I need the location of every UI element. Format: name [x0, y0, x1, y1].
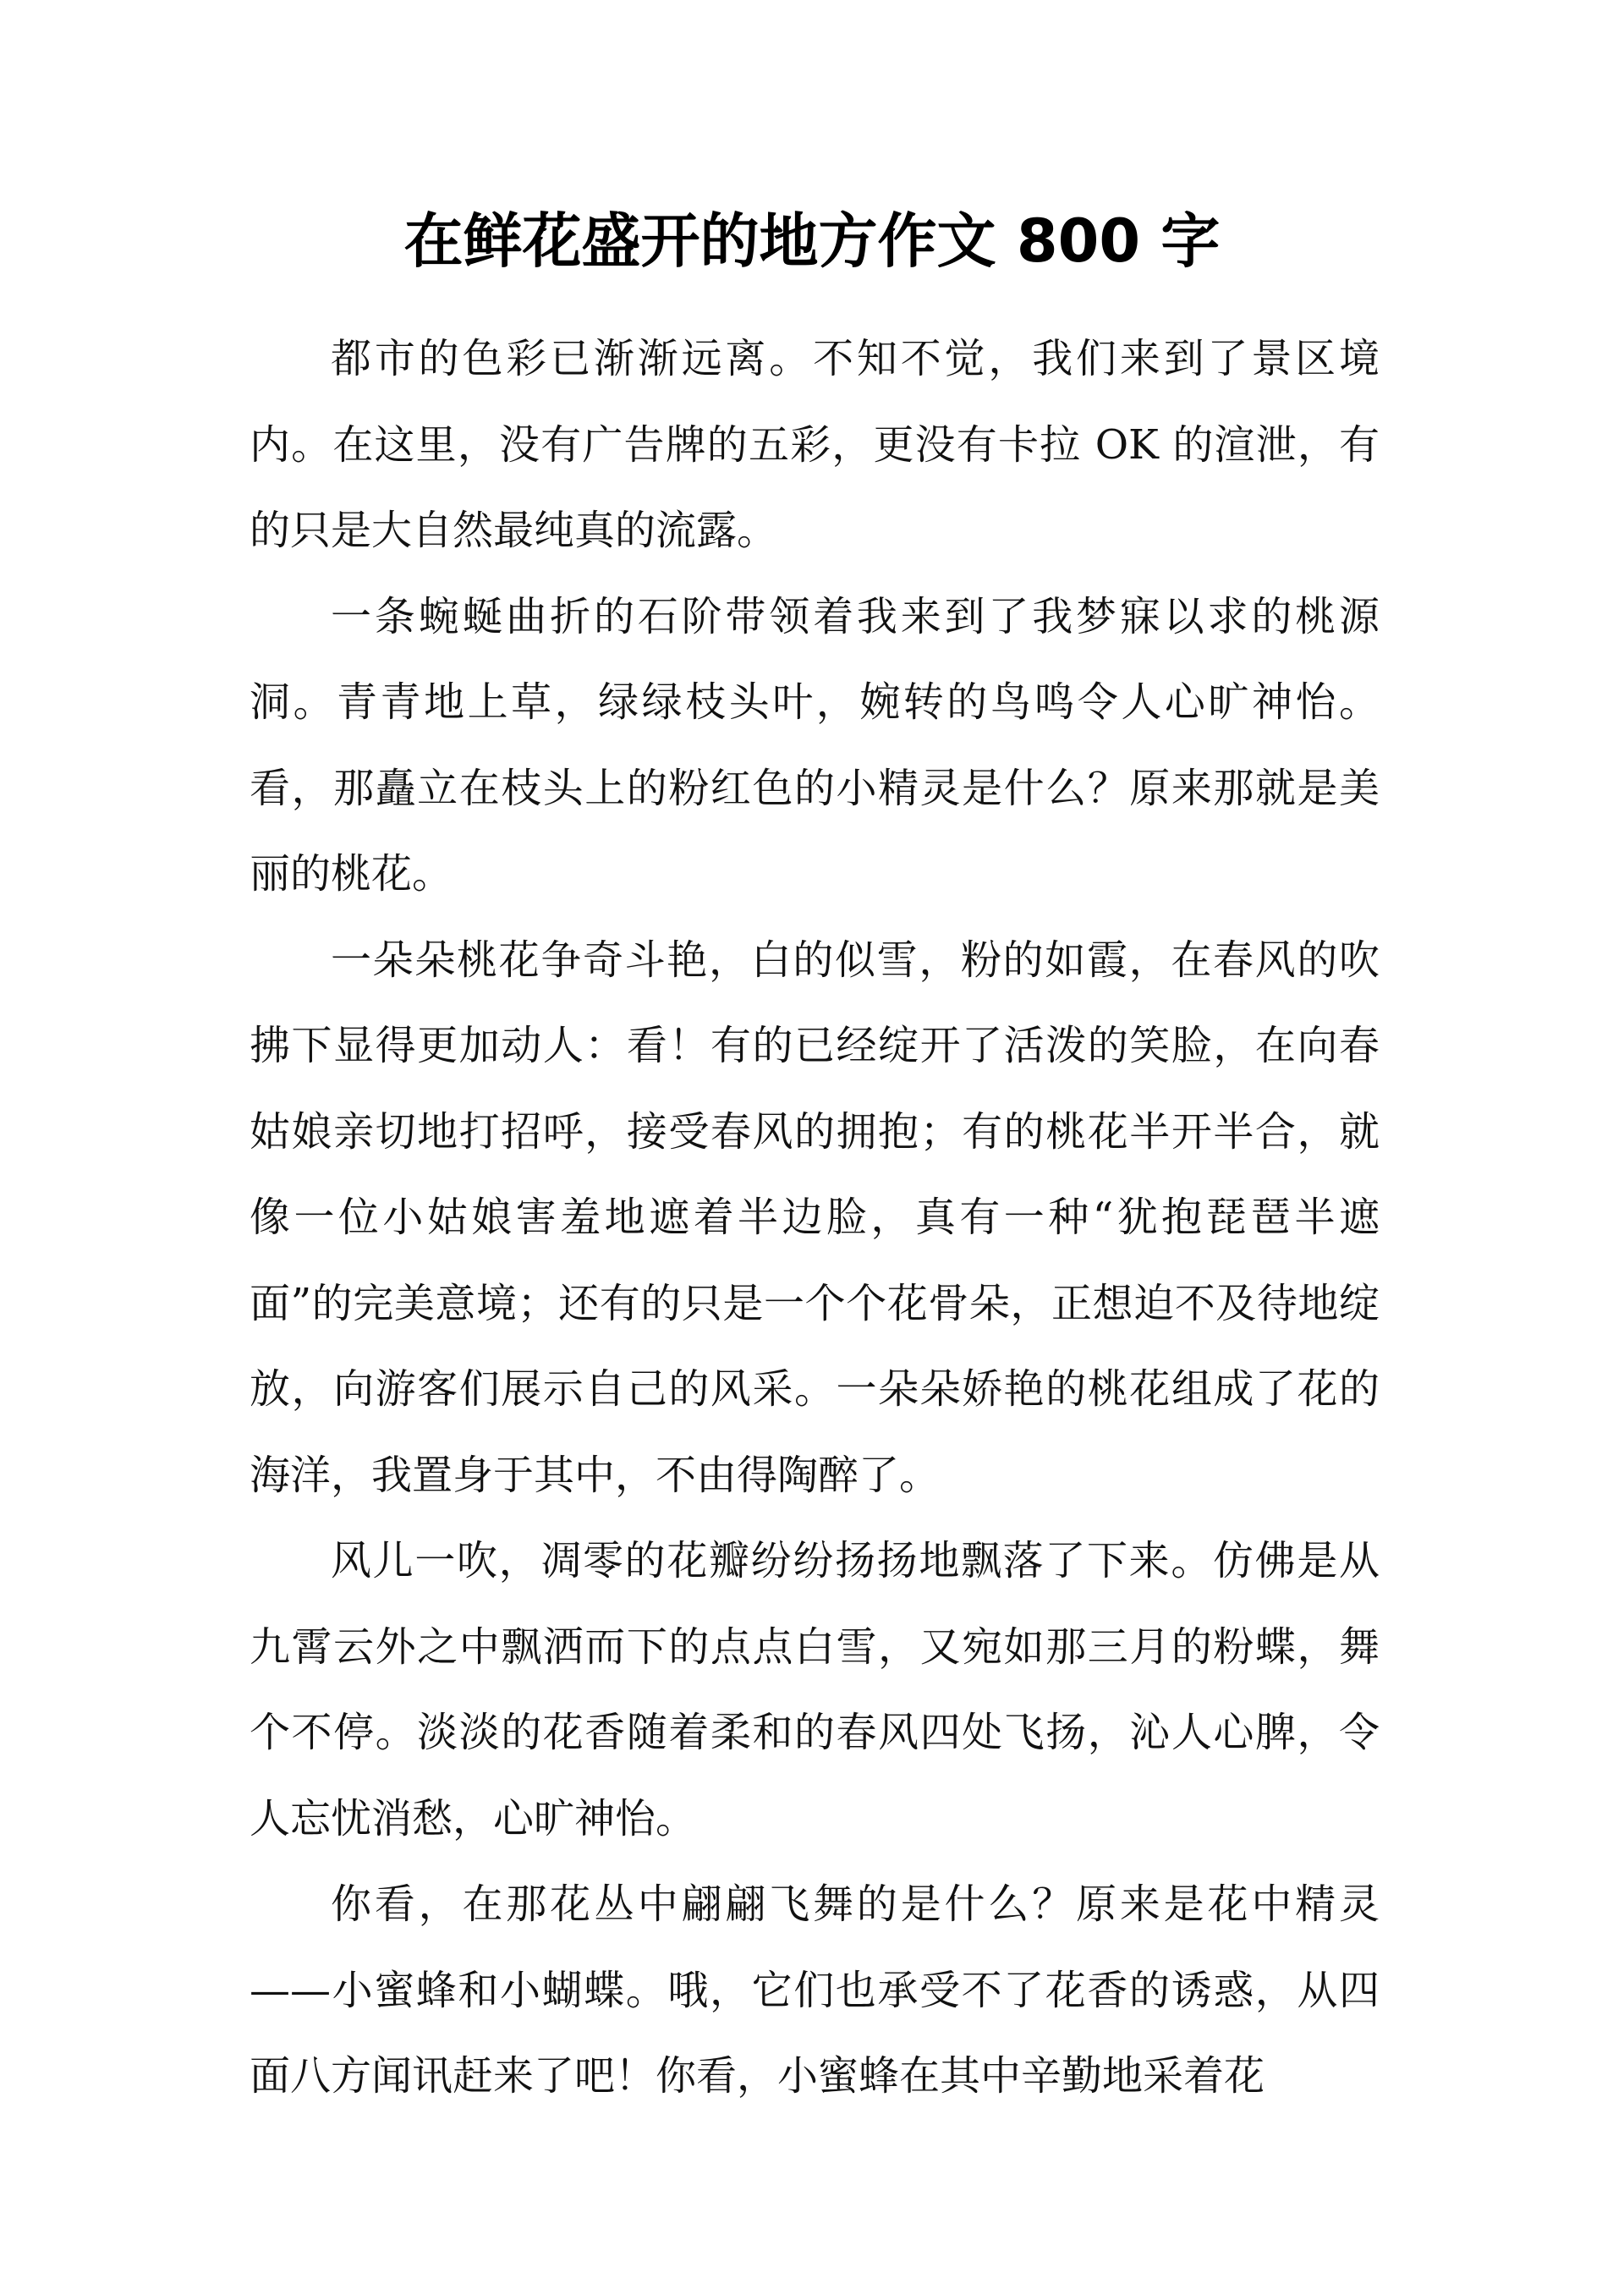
paragraph: 一朵朵桃花争奇斗艳，白的似雪，粉的如霞，在春风的吹拂下显得更加动人：看！有的已经绽开了活泼的笑脸，在向春姑娘亲切地打招呼，接受春风的拥抱；有的桃花半开半合，就像一位小姑娘害羞地遮着半边脸，真有一种“犹抱琵琶半遮面”的完美意境；还有的只是一个个花骨朵，正想迫不及待地绽放，向游客们展示自己的风采。一朵朵娇艳的桃花组成了花的海洋，我置身于其中，不由得陶醉了。: [250, 936, 1380, 1499]
paragraph: 你看，在那花丛中翩翩飞舞的是什么？原来是花中精灵——小蜜蜂和小蝴蝶。哦，它们也承受不了花香的诱惑，从四面八方闻讯赶来了吧！你看，小蜜蜂在其中辛勤地采着花: [250, 1880, 1380, 2100]
page-title: 在鲜花盛开的地方作文 800 字: [403, 206, 1221, 276]
essay-body: [250, 316, 1380, 2120]
paragraph: 都市的色彩已渐渐远离。不知不觉，我们来到了景区境内。在这里，没有广告牌的五彩，更没有卡拉 OK 的渲泄，有的只是大自然最纯真的流露。: [250, 335, 1380, 554]
paragraph: 风儿一吹，凋零的花瓣纷纷扬扬地飘落了下来。仿佛是从九霄云外之中飘洒而下的点点白雪，又宛如那三月的粉蝶，舞个不停。淡淡的花香随着柔和的春风四处飞扬，沁人心脾，令人忘忧消愁，心旷神怡。: [250, 1537, 1380, 1842]
paragraph: 一条蜿蜒曲折的石阶带领着我来到了我梦寐以求的桃源洞。青青地上草，绿绿枝头叶，婉转的鸟鸣令人心旷神怡。看，那矗立在枝头上的粉红色的小精灵是什么？原来那就是美丽的桃花。: [250, 592, 1380, 898]
